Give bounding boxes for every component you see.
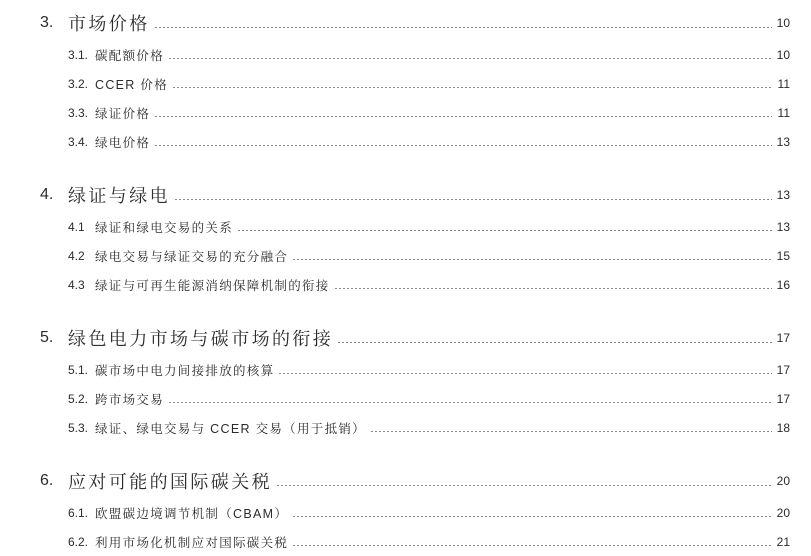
toc-entry-number: 6.1. bbox=[68, 505, 89, 520]
toc-entry-title: 利用市场化机制应对国际碳关税 bbox=[95, 535, 289, 550]
dot-leader bbox=[169, 40, 772, 69]
toc-list bbox=[40, 6, 790, 556]
toc-entry-page: 20 bbox=[776, 474, 790, 488]
dot-leader bbox=[169, 384, 772, 413]
dot-leader bbox=[155, 6, 772, 40]
dot-leader bbox=[277, 464, 772, 498]
toc-entry-title: 应对可能的国际碳关税 bbox=[68, 472, 272, 492]
toc-entry-number: 5.1. bbox=[68, 362, 89, 377]
dot-leader bbox=[293, 241, 772, 270]
toc-entry[interactable] bbox=[68, 127, 790, 156]
toc-entry-page: 17 bbox=[776, 362, 790, 377]
toc-entry-number: 3. bbox=[40, 14, 54, 31]
toc-entry-number: 4.3 bbox=[68, 277, 85, 292]
toc-entry-number: 6. bbox=[40, 472, 54, 489]
toc-entry[interactable] bbox=[40, 321, 790, 355]
dot-leader bbox=[335, 270, 772, 299]
toc-entry-number: 3.4. bbox=[68, 134, 89, 149]
toc-entry[interactable] bbox=[68, 212, 790, 241]
toc-entry-page: 16 bbox=[776, 277, 790, 292]
toc-entry[interactable] bbox=[40, 178, 790, 212]
toc-entry-title: 碳配额价格 bbox=[95, 48, 165, 63]
toc-entry-number: 5.3. bbox=[68, 420, 89, 435]
toc-entry-page: 17 bbox=[776, 391, 790, 406]
toc-entry-title: 绿电价格 bbox=[95, 135, 151, 150]
toc-entry[interactable] bbox=[68, 413, 790, 442]
dot-leader bbox=[175, 178, 772, 212]
toc-entry-number: 3.3. bbox=[68, 105, 89, 120]
toc-entry-page: 20 bbox=[776, 505, 790, 520]
toc-entry-page: 13 bbox=[776, 219, 790, 234]
toc-entry-page: 18 bbox=[776, 420, 790, 435]
toc-entry[interactable] bbox=[68, 384, 790, 413]
toc-entry-title: 绿证价格 bbox=[95, 106, 151, 121]
toc-entry[interactable] bbox=[68, 241, 790, 270]
toc-entry-page: 13 bbox=[776, 188, 790, 202]
toc-entry[interactable] bbox=[68, 98, 790, 127]
toc-entry[interactable] bbox=[68, 498, 790, 527]
dot-leader bbox=[173, 69, 772, 98]
dot-leader bbox=[238, 212, 772, 241]
toc-entry-title: 绿证与可再生能源消纳保障机制的衔接 bbox=[95, 278, 330, 293]
dot-leader bbox=[155, 98, 772, 127]
toc-entry[interactable] bbox=[68, 270, 790, 299]
toc-entry-title: 市场价格 bbox=[68, 14, 150, 34]
toc-entry-title: CCER 价格 bbox=[95, 77, 168, 92]
toc-entry-number: 4.2 bbox=[68, 248, 85, 263]
dot-leader bbox=[155, 127, 772, 156]
toc-entry-number: 6.2. bbox=[68, 534, 89, 549]
dot-leader bbox=[338, 321, 772, 355]
dot-leader bbox=[279, 355, 772, 384]
toc-entry-title: 绿证与绿电 bbox=[68, 186, 170, 206]
toc-entry-page: 15 bbox=[776, 248, 790, 263]
toc-entry-number: 3.1. bbox=[68, 47, 89, 62]
toc-entry-number: 4. bbox=[40, 186, 54, 203]
toc-entry-page: 10 bbox=[776, 47, 790, 62]
toc-entry-number: 4.1 bbox=[68, 219, 85, 234]
toc-entry-title: 欧盟碳边境调节机制（CBAM） bbox=[95, 506, 289, 521]
toc-entry-title: 碳市场中电力间接排放的核算 bbox=[95, 363, 275, 378]
toc-entry-title: 绿电交易与绿证交易的充分融合 bbox=[95, 249, 289, 264]
toc-entry-page: 10 bbox=[776, 16, 790, 30]
toc-entry-page: 11 bbox=[777, 105, 790, 120]
toc-entry-page: 11 bbox=[777, 76, 790, 91]
toc-entry[interactable] bbox=[68, 527, 790, 556]
toc-entry-page: 17 bbox=[776, 331, 790, 345]
toc-entry[interactable] bbox=[68, 40, 790, 69]
toc-entry-page: 21 bbox=[776, 534, 790, 549]
toc-entry-number: 5. bbox=[40, 329, 54, 346]
toc-entry-title: 绿证和绿电交易的关系 bbox=[95, 220, 234, 235]
dot-leader bbox=[293, 498, 772, 527]
dot-leader bbox=[371, 413, 772, 442]
toc-entry[interactable] bbox=[40, 6, 790, 40]
dot-leader bbox=[293, 527, 772, 556]
toc-entry-number: 5.2. bbox=[68, 391, 89, 406]
toc-entry-title: 绿证、绿电交易与 CCER 交易（用于抵销） bbox=[95, 421, 366, 436]
toc-entry[interactable] bbox=[68, 69, 790, 98]
toc-entry[interactable] bbox=[68, 355, 790, 384]
toc-entry-page: 13 bbox=[776, 134, 790, 149]
toc-entry-number: 3.2. bbox=[68, 76, 89, 91]
toc-entry-title: 跨市场交易 bbox=[95, 392, 165, 407]
toc-entry[interactable] bbox=[40, 464, 790, 498]
toc-entry-title: 绿色电力市场与碳市场的衔接 bbox=[68, 329, 334, 349]
